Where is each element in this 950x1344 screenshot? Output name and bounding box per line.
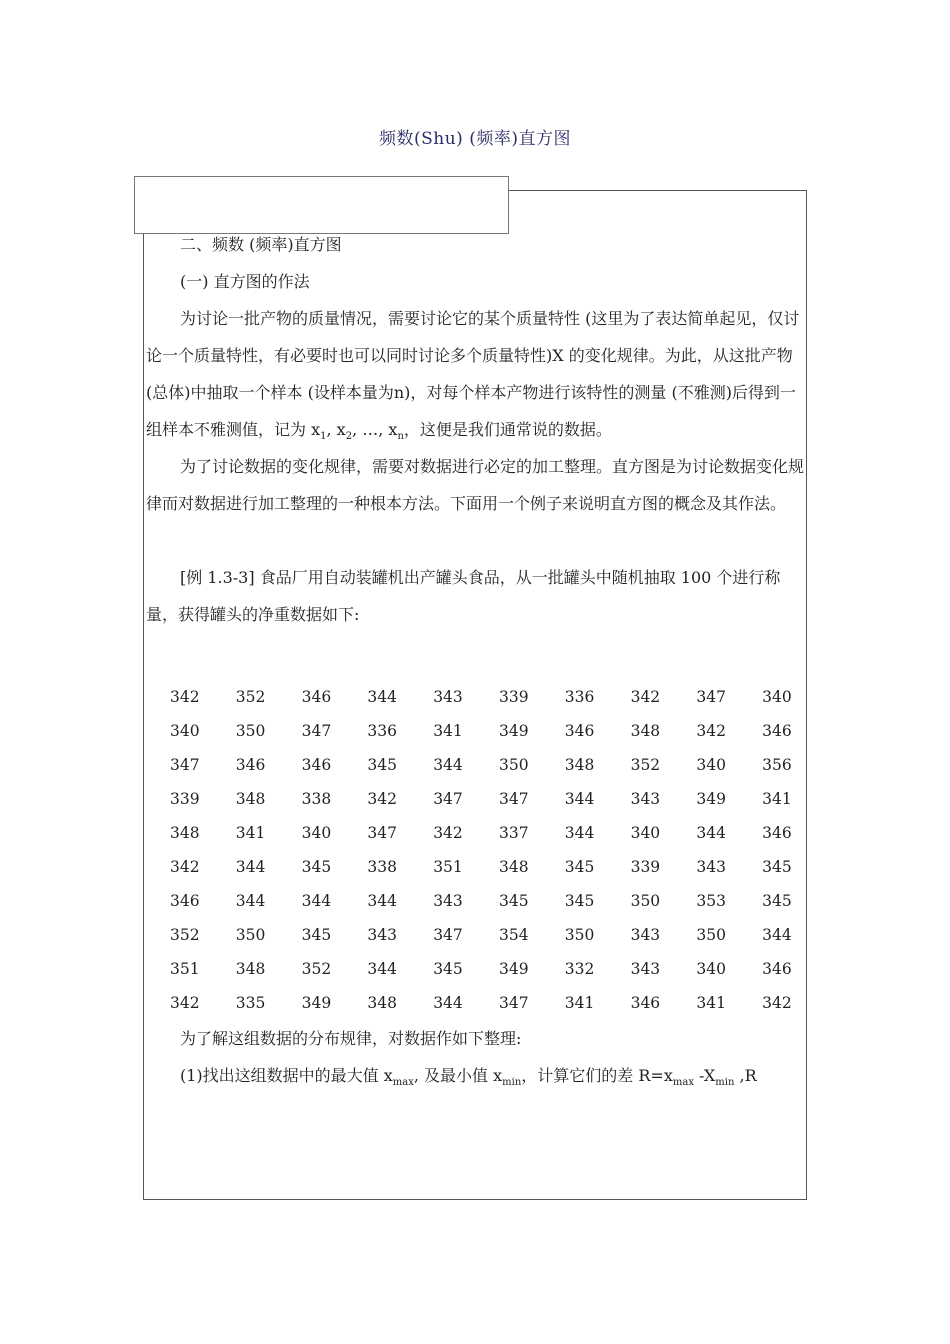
- data-cell: 343: [367, 926, 397, 944]
- data-cell: 347: [301, 722, 332, 740]
- data-cell: 351: [170, 960, 200, 978]
- data-cell: 347: [433, 926, 463, 944]
- data-cell: 343: [630, 960, 661, 978]
- data-cell: 348: [235, 960, 266, 978]
- data-cell: 336: [367, 722, 397, 740]
- data-cell: 341: [762, 790, 792, 808]
- data-cell: 342: [170, 858, 200, 876]
- data-cell: 343: [630, 926, 661, 944]
- data-cell: 344: [235, 858, 266, 876]
- data-cell: 344: [367, 892, 397, 910]
- data-cell: 342: [630, 688, 661, 706]
- data-cell: 344: [367, 960, 397, 978]
- data-cell: 348: [498, 858, 529, 876]
- data-cell: 345: [301, 858, 332, 876]
- data-cell: 339: [630, 858, 661, 876]
- data-cell: 342: [170, 688, 200, 706]
- data-cell: 345: [564, 858, 595, 876]
- data-cell: 342: [433, 824, 463, 842]
- data-cell: 341: [235, 824, 266, 842]
- data-cell: 349: [498, 960, 529, 978]
- data-cell: 338: [301, 790, 332, 808]
- data-cell: 354: [498, 926, 529, 944]
- data-cell: 343: [696, 858, 726, 876]
- data-cell: 350: [235, 722, 266, 740]
- data-cell: 344: [433, 756, 463, 774]
- paragraph-3: 为了解这组数据的分布规律，对数据作如下整理:: [180, 1029, 522, 1048]
- data-cell: 345: [762, 892, 792, 910]
- data-cell: 346: [235, 756, 266, 774]
- data-cell: 340: [301, 824, 332, 842]
- data-cell: 349: [301, 994, 332, 1012]
- subsection-heading: (一) 直方图的作法: [180, 272, 310, 291]
- data-cell: 337: [498, 824, 529, 842]
- data-cell: 346: [170, 892, 200, 910]
- data-cell: 344: [762, 926, 792, 944]
- data-cell: 347: [433, 790, 463, 808]
- data-cell: 350: [696, 926, 726, 944]
- data-cell: 353: [696, 892, 726, 910]
- data-cell: 340: [630, 824, 661, 842]
- data-table: [154, 680, 804, 1020]
- data-cell: 342: [367, 790, 397, 808]
- data-cell: 340: [696, 756, 726, 774]
- data-cell: 352: [170, 926, 200, 944]
- data-cell: 352: [301, 960, 332, 978]
- data-cell: 348: [170, 824, 200, 842]
- data-cell: 342: [696, 722, 726, 740]
- data-cell: 346: [301, 688, 332, 706]
- data-cell: 343: [433, 892, 463, 910]
- data-cell: 349: [498, 722, 529, 740]
- data-cell: 341: [696, 994, 726, 1012]
- data-cell: 346: [762, 960, 792, 978]
- paragraph-2: 为了讨论数据的变化规律，需要对数据进行必定的加工整理。直方图是为讨论数据变化规律而对数据进行加工整理的一种根本方法。下面用一个例子来说明直方图的概念及其作法。: [146, 457, 805, 513]
- paragraph-1: 为讨论一批产物的质量情况，需要讨论它的某个质量特性 (这里为了表达简单起见，仅讨论一个质量特性，有必要时也可以同时讨论多个质量特性)X 的变化规律。为此，从这批产物(总体)中抽取一个样本 (设样本量为n)，对每个样本产物进行该特性的测量 (不雅测)后得到一组样本不雅测值，记为 $x_1$, $x_2$, …, $x_n$，这便是我们通常说的数据。: [146, 309, 800, 443]
- data-cell: 340: [762, 688, 792, 706]
- data-cell: 350: [235, 926, 266, 944]
- data-cell: 346: [301, 756, 332, 774]
- data-cell: 338: [367, 858, 397, 876]
- data-cell: 348: [235, 790, 266, 808]
- data-cell: 346: [762, 824, 792, 842]
- data-cell: 347: [170, 756, 200, 774]
- data-cell: 344: [564, 824, 595, 842]
- data-cell: 348: [564, 756, 595, 774]
- data-cell: 345: [762, 858, 792, 876]
- data-cell: 342: [762, 994, 792, 1012]
- data-cell: 346: [564, 722, 595, 740]
- data-cell: 339: [498, 688, 529, 706]
- data-cell: 347: [498, 790, 529, 808]
- example-paragraph: [例 1.3-3] 食品厂用自动装罐机出产罐头食品，从一批罐头中随机抽取 100 个进行称量，获得罐头的净重数据如下:: [146, 568, 781, 624]
- data-cell: 347: [696, 688, 726, 706]
- data-cell: 356: [762, 756, 792, 774]
- step-1: (1)找出这组数据中的最大值 $x_{max}$, 及最小值 $x_{min}$，计算它们的差 $R=x_{max}$ $-X_{min}$ ,R: [180, 1066, 757, 1089]
- data-cell: 345: [433, 960, 463, 978]
- data-cell: 351: [433, 858, 463, 876]
- page-title: 频数(Shu) (频率)直方图: [379, 129, 571, 149]
- data-cell: 344: [696, 824, 726, 842]
- data-cell: 336: [564, 688, 595, 706]
- data-cell: 350: [630, 892, 661, 910]
- data-cell: 348: [367, 994, 397, 1012]
- data-cell: 350: [564, 926, 595, 944]
- data-cell: 344: [235, 892, 266, 910]
- data-cell: 341: [564, 994, 595, 1012]
- data-cell: 342: [170, 994, 200, 1012]
- data-cell: 339: [170, 790, 200, 808]
- data-cell: 344: [564, 790, 595, 808]
- data-cell: 347: [367, 824, 397, 842]
- data-cell: 352: [235, 688, 266, 706]
- data-cell: 345: [498, 892, 529, 910]
- data-cell: 341: [433, 722, 463, 740]
- data-cell: 345: [301, 926, 332, 944]
- data-cell: 346: [762, 722, 792, 740]
- example-label: [例 1.3-3]: [180, 568, 255, 587]
- data-cell: 352: [630, 756, 661, 774]
- data-cell: 347: [498, 994, 529, 1012]
- data-cell: 348: [630, 722, 661, 740]
- data-cell: 340: [170, 722, 200, 740]
- data-cell: 345: [564, 892, 595, 910]
- data-cell: 346: [630, 994, 661, 1012]
- data-cell: 344: [433, 994, 463, 1012]
- data-cell: 340: [696, 960, 726, 978]
- data-cell: 345: [367, 756, 397, 774]
- data-cell: 350: [498, 756, 529, 774]
- data-cell: 343: [630, 790, 661, 808]
- data-cell: 332: [564, 960, 595, 978]
- document-body: [146, 226, 804, 1094]
- data-cell: 343: [433, 688, 463, 706]
- section-heading: 二、频数 (频率)直方图: [180, 235, 342, 254]
- data-cell: 349: [696, 790, 726, 808]
- data-cell: 344: [301, 892, 332, 910]
- data-cell: 344: [367, 688, 397, 706]
- data-cell: 335: [235, 994, 266, 1012]
